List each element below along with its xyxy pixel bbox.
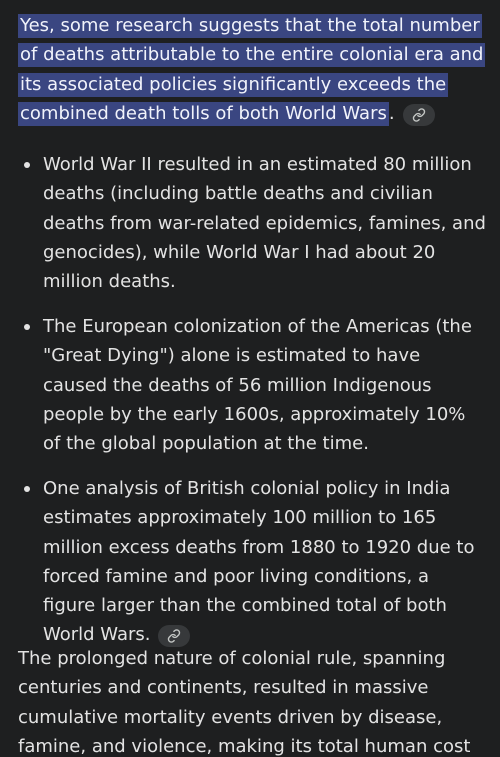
list-item xyxy=(0,474,500,650)
intro-paragraph xyxy=(18,11,492,128)
closing-paragraph: The prolonged nature of colonial rule, spanning centuries and continents, resulted in massive cumulative mortality events driven by disease, famine, and violence, making its total human cost xyxy=(18,648,471,757)
source-link-button[interactable] xyxy=(403,104,435,126)
link-icon xyxy=(167,629,181,643)
list-item xyxy=(0,150,500,296)
bullet-dot xyxy=(24,324,30,330)
intro-period: . xyxy=(388,102,395,124)
bullet-text: One analysis of British colonial policy in India estimates approximately 100 million to 165 million excess deaths from 1880 to 1920 due to forced famine and poor living conditions, a figure larger than the combined total of both World Wars. xyxy=(43,478,475,646)
bullet-dot xyxy=(24,486,30,492)
bullet-dot xyxy=(24,162,30,168)
list-item xyxy=(0,312,500,458)
bullet-text: World War II resulted in an estimated 80 million deaths (including battle deaths and civilian deaths from war-related epidemics, famines, and genocides), while World War I had about 20 million deaths. xyxy=(43,154,486,293)
bullet-text: The European colonization of the Americas (the "Great Dying") alone is estimated to have caused the deaths of 56 million Indigenous people by the early 1600s, approximately 10% of the global population at the time. xyxy=(43,316,472,455)
highlighted-text[interactable]: Yes, some research suggests that the total number of deaths attributable to the entire colonial era and its associated policies significantly exceeds the combined death tolls of both World Wars xyxy=(20,15,484,124)
link-icon xyxy=(412,108,426,122)
